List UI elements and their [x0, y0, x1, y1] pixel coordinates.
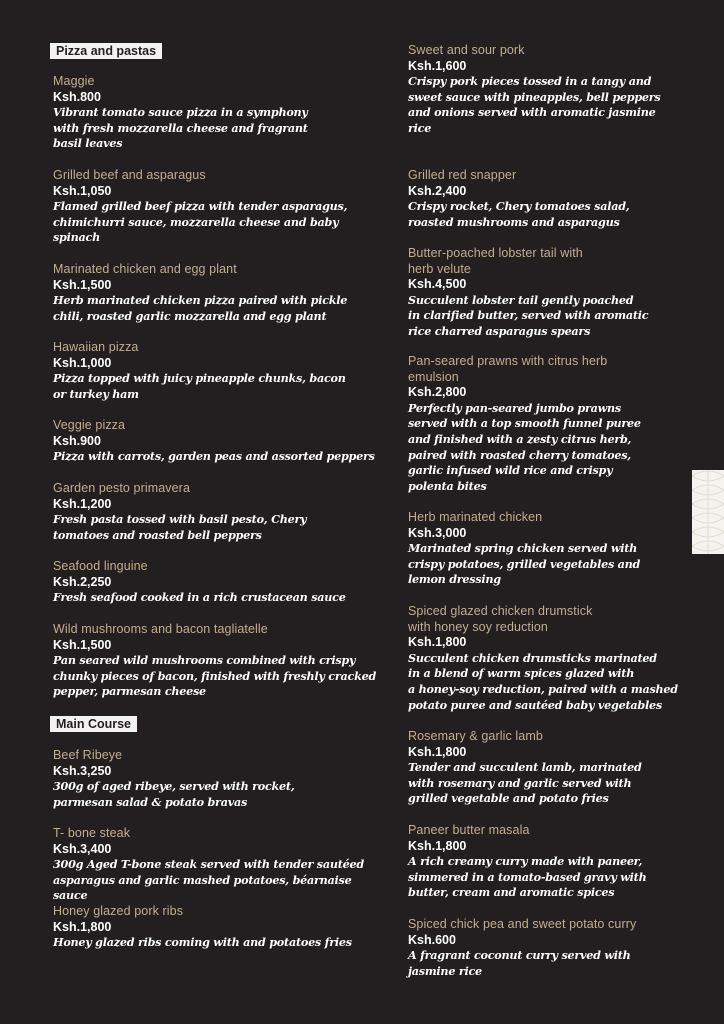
item-price: Ksh.1,000 — [53, 355, 112, 370]
desc-line: rice — [408, 120, 432, 135]
item-price: Ksh.900 — [53, 433, 101, 448]
desc-line: lemon dressing — [408, 572, 501, 587]
desc-line: paired with roasted cherry tomatoes, — [408, 447, 631, 462]
desc-line: Herb marinated chicken pizza paired with pickle — [53, 293, 348, 308]
desc-line: basil leaves — [53, 136, 123, 151]
name-line: herb velute — [408, 261, 471, 276]
menu-item-veggie-pizza — [53, 418, 383, 465]
menu-item-herb-marinated-chicken — [408, 510, 698, 588]
desc-line: roasted mushrooms and asparagus — [408, 214, 620, 229]
item-description — [408, 199, 698, 230]
item-name — [408, 917, 698, 933]
desc-line: potato puree and sautéed baby vegetables — [408, 697, 662, 712]
menu-item-garden-pesto-primavera — [53, 481, 383, 543]
menu-item-wild-mushrooms-bacon-tagliatelle — [53, 622, 383, 700]
name-line: Herb marinated chicken — [408, 510, 543, 524]
item-name — [408, 246, 698, 277]
item-description — [53, 449, 383, 465]
item-description — [53, 199, 383, 246]
desc-line: a honey-soy reduction, paired with a mashed — [408, 681, 678, 696]
item-description — [408, 760, 698, 807]
name-line: Pan-seared prawns with citrus herb — [408, 354, 608, 368]
desc-line: and finished with a zesty citrus herb, — [408, 431, 632, 446]
item-price: Ksh.1,500 — [53, 277, 112, 292]
desc-line: Fresh seafood cooked in a rich crustacean sauce — [53, 590, 346, 605]
desc-line: pepper, parmesan cheese — [53, 684, 206, 699]
desc-line: or turkey ham — [53, 386, 139, 401]
item-price: Ksh.4,500 — [408, 277, 467, 292]
item-description — [408, 401, 698, 495]
desc-line: chunky pieces of bacon, finished with freshly cracked — [53, 668, 377, 683]
item-price: Ksh.3,000 — [408, 525, 467, 540]
desc-line: spinach — [53, 230, 100, 245]
desc-line: with fresh mozzarella cheese and fragrant — [53, 120, 308, 135]
desc-line: crispy potatoes, grilled vegetables and — [408, 556, 641, 571]
item-price: Ksh.600 — [408, 932, 456, 947]
item-description — [53, 653, 383, 700]
desc-line: simmered in a tomato-based gravy with — [408, 869, 647, 884]
desc-line: in a blend of warm spices glazed with — [408, 666, 635, 681]
desc-line: Crispy pork pieces tossed in a tangy and — [408, 74, 652, 89]
item-price: Ksh.1,800 — [408, 635, 467, 650]
desc-line: Pizza topped with juicy pineapple chunks, bacon — [53, 371, 346, 386]
name-line: emulsion — [408, 369, 459, 384]
item-description — [53, 105, 383, 152]
item-price: Ksh.1,200 — [53, 496, 112, 511]
item-name: Honey glazed pork ribs — [53, 904, 184, 918]
item-name — [408, 168, 698, 184]
menu-item-maggie — [53, 74, 383, 152]
item-price: Ksh.2,250 — [53, 574, 112, 589]
desc-line: served with a top smooth funnel puree — [408, 416, 641, 431]
menu-item-seafood-linguine — [53, 559, 383, 606]
menu-item-butter-poached-lobster — [408, 246, 698, 340]
desc-line: garlic infused wild rice and crispy — [408, 463, 613, 478]
desc-line: Marinated spring chicken served with — [408, 541, 638, 556]
name-line: Butter-poached lobster tail with — [408, 246, 583, 260]
item-price: Ksh.2,800 — [408, 385, 467, 400]
desc-line: Honey glazed ribs coming with and potatoes fries — [53, 935, 352, 950]
name-line: Grilled red snapper — [408, 168, 517, 182]
desc-line: Flamed grilled beef pizza with tender asparagus, — [53, 199, 348, 214]
item-price: Ksh.3,400 — [53, 841, 112, 856]
item-price: Ksh.800 — [53, 89, 101, 104]
item-name: Veggie pizza — [53, 418, 126, 432]
item-name: Grilled beef and asparagus — [53, 168, 206, 182]
menu-item-hawaiian-pizza — [53, 340, 383, 402]
desc-line: Crispy rocket, Chery tomatoes salad, — [408, 199, 630, 214]
item-price: Ksh.3,250 — [53, 763, 112, 778]
desc-line: Perfectly pan-seared jumbo prawns — [408, 400, 621, 415]
item-name — [408, 823, 698, 839]
desc-line: in clarified butter, served with aromatic — [408, 308, 649, 323]
item-name: Seafood linguine — [53, 559, 148, 573]
item-description — [53, 293, 383, 324]
menu-item-pan-seared-prawns — [408, 354, 698, 494]
name-line: Spiced glazed chicken drumstick — [408, 604, 593, 618]
item-name: Beef Ribeye — [53, 748, 123, 762]
menu-item-spiced-glazed-chicken-drumstick — [408, 604, 698, 713]
desc-line: rice charred asparagus spears — [408, 323, 591, 338]
section-header-main-course: Main Course — [50, 716, 137, 732]
item-description — [53, 590, 383, 606]
desc-line: Succulent chicken drumsticks marinated — [408, 650, 657, 665]
item-name: Marinated chicken and egg plant — [53, 262, 237, 276]
menu-item-grilled-beef-asparagus — [53, 168, 383, 246]
desc-line: chimichurri sauce, mozzarella cheese and baby — [53, 214, 339, 229]
item-price: Ksh.1,050 — [53, 183, 112, 198]
item-description — [53, 371, 383, 402]
item-description — [53, 779, 383, 810]
desc-line: tomatoes and roasted bell peppers — [53, 527, 262, 542]
desc-line: 300g Aged T-bone steak served with tender sautéed — [53, 857, 364, 872]
item-price: Ksh.1,600 — [408, 58, 467, 73]
menu-item-t-bone-steak — [53, 826, 383, 904]
item-name: T- bone steak — [53, 826, 131, 840]
desc-line: butter, cream and aromatic spices — [408, 885, 615, 900]
desc-line: Tender and succulent lamb, marinated — [408, 760, 642, 775]
menu-item-grilled-red-snapper — [408, 168, 698, 230]
name-line: Sweet and sour pork — [408, 43, 525, 57]
item-description — [53, 935, 383, 951]
menu-item-rosemary-garlic-lamb — [408, 729, 698, 807]
item-description — [408, 948, 698, 979]
item-description — [408, 74, 698, 136]
desc-line: jasmine rice — [408, 963, 482, 978]
decorative-pattern-tab — [692, 470, 724, 554]
name-line: Paneer butter masala — [408, 823, 530, 837]
menu-item-marinated-chicken-egg-plant — [53, 262, 383, 324]
desc-line: with rosemary and garlic served with — [408, 775, 632, 790]
item-name — [408, 510, 698, 526]
desc-line: Fresh pasta tossed with basil pesto, Chery — [53, 512, 307, 527]
name-line: with honey soy reduction — [408, 619, 548, 634]
item-name — [408, 43, 698, 59]
item-name: Hawaiian pizza — [53, 340, 139, 354]
desc-line: Succulent lobster tail gently poached — [408, 292, 634, 307]
menu-item-honey-glazed-pork-ribs — [53, 904, 383, 951]
item-description — [53, 512, 383, 543]
desc-line: 300g of aged ribeye, served with rocket, — [53, 779, 295, 794]
item-description — [53, 857, 383, 904]
item-description — [408, 293, 698, 340]
item-name — [408, 354, 698, 385]
desc-line: asparagus and garlic mashed potatoes, béarnaise sauce — [53, 872, 352, 903]
desc-line: and onions served with aromatic jasmine — [408, 105, 656, 120]
item-price: Ksh.1,800 — [408, 744, 467, 759]
desc-line: chili, roasted garlic mozzarella and egg plant — [53, 308, 327, 323]
item-price: Ksh.1,800 — [53, 919, 112, 934]
desc-line: grilled vegetable and potato fries — [408, 791, 609, 806]
pattern-icon — [692, 470, 724, 554]
desc-line: A fragrant coconut curry served with — [408, 948, 631, 963]
desc-line: polenta bites — [408, 478, 487, 493]
item-name: Maggie — [53, 74, 95, 88]
item-description — [408, 854, 698, 901]
desc-line: sweet sauce with pineapples, bell peppers — [408, 89, 661, 104]
desc-line: Pizza with carrots, garden peas and assorted peppers — [53, 449, 375, 464]
desc-line: parmesan salad & potato bravas — [53, 794, 247, 809]
desc-line: A rich creamy curry made with paneer, — [408, 854, 643, 869]
section-header-pizza-pastas: Pizza and pastas — [50, 43, 162, 59]
name-line: Spiced chick pea and sweet potato curry — [408, 917, 637, 931]
item-name — [408, 604, 698, 635]
menu-item-sweet-sour-pork — [408, 43, 698, 137]
item-name — [408, 729, 698, 745]
menu-item-paneer-butter-masala — [408, 823, 698, 901]
name-line: Rosemary & garlic lamb — [408, 729, 543, 743]
item-price: Ksh.1,500 — [53, 637, 112, 652]
item-name: Garden pesto primavera — [53, 481, 190, 495]
menu-item-spiced-chick-pea-curry — [408, 917, 698, 979]
desc-line: Pan seared wild mushrooms combined with crispy — [53, 653, 356, 668]
item-name: Wild mushrooms and bacon tagliatelle — [53, 622, 268, 636]
item-price: Ksh.1,800 — [408, 838, 467, 853]
item-price: Ksh.2,400 — [408, 183, 467, 198]
item-description — [408, 541, 698, 588]
desc-line: Vibrant tomato sauce pizza in a symphony — [53, 105, 308, 120]
menu-item-beef-ribeye — [53, 748, 383, 810]
item-description — [408, 651, 698, 713]
